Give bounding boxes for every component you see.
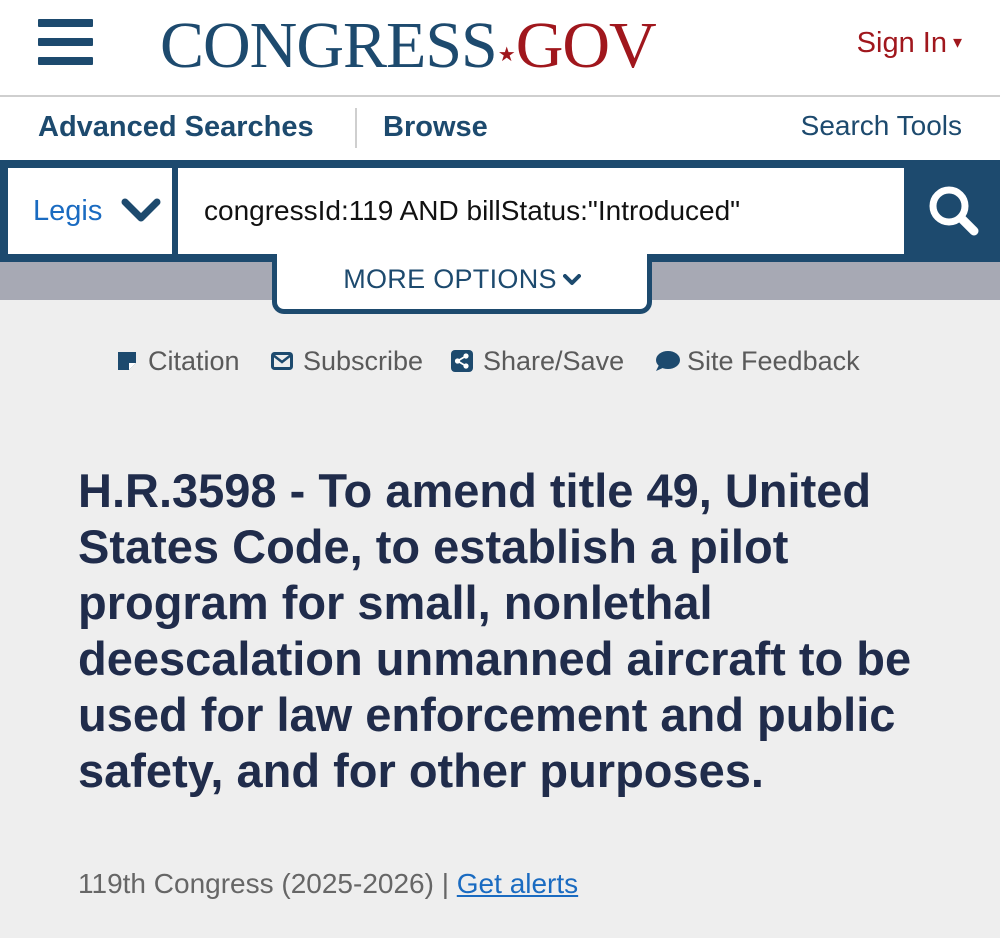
- page-title: H.R.3598 - To amend title 49, United States Code, to establish a pilot program for small, nonlethal deescalation unmanned aircraft to be used for law enforcement and public safety, and for other purposes.: [78, 464, 912, 797]
- collection-select[interactable]: [8, 168, 172, 254]
- logo-gov-text: GOV: [515, 9, 656, 82]
- congress-gov-logo[interactable]: [160, 8, 656, 93]
- share-save-label: Share/Save: [483, 346, 625, 376]
- search-tools-link[interactable]: Search Tools: [800, 110, 962, 141]
- bill-meta: [78, 866, 578, 902]
- citation-icon: [116, 350, 138, 372]
- share-icon: [451, 350, 473, 372]
- citation-label: Citation: [148, 346, 240, 376]
- more-options-toggle[interactable]: [272, 254, 652, 314]
- speech-bubble-icon: [655, 350, 681, 372]
- subscribe-label: Subscribe: [303, 346, 424, 376]
- search-input[interactable]: [178, 168, 904, 254]
- site-header: [0, 0, 1000, 97]
- secondary-nav: [0, 97, 1000, 160]
- meta-separator: |: [441, 868, 449, 899]
- sign-in-button[interactable]: [857, 24, 962, 61]
- envelope-icon: [271, 350, 293, 372]
- caret-down-icon: ▾: [952, 32, 962, 52]
- search-button[interactable]: [912, 168, 1000, 254]
- more-options-label: MORE OPTIONS: [343, 264, 557, 294]
- site-feedback-label: Site Feedback: [687, 346, 860, 376]
- nav-divider: [355, 108, 357, 148]
- logo-congress-text: CONGRESS: [160, 9, 497, 82]
- browse-link[interactable]: Browse: [383, 111, 488, 143]
- hamburger-menu-icon[interactable]: [38, 19, 93, 67]
- congress-session: 119th Congress (2025-2026): [78, 868, 434, 899]
- logo-star-icon: ★: [497, 44, 515, 66]
- get-alerts-link[interactable]: Get alerts: [456, 868, 579, 899]
- advanced-searches-link[interactable]: Advanced Searches: [38, 111, 314, 143]
- chevron-down-icon: [121, 198, 161, 224]
- search-icon: [912, 168, 1000, 254]
- sign-in-label: Sign In: [856, 27, 947, 59]
- chevron-down-icon: [563, 274, 581, 286]
- collection-select-value: Legis: [33, 195, 103, 227]
